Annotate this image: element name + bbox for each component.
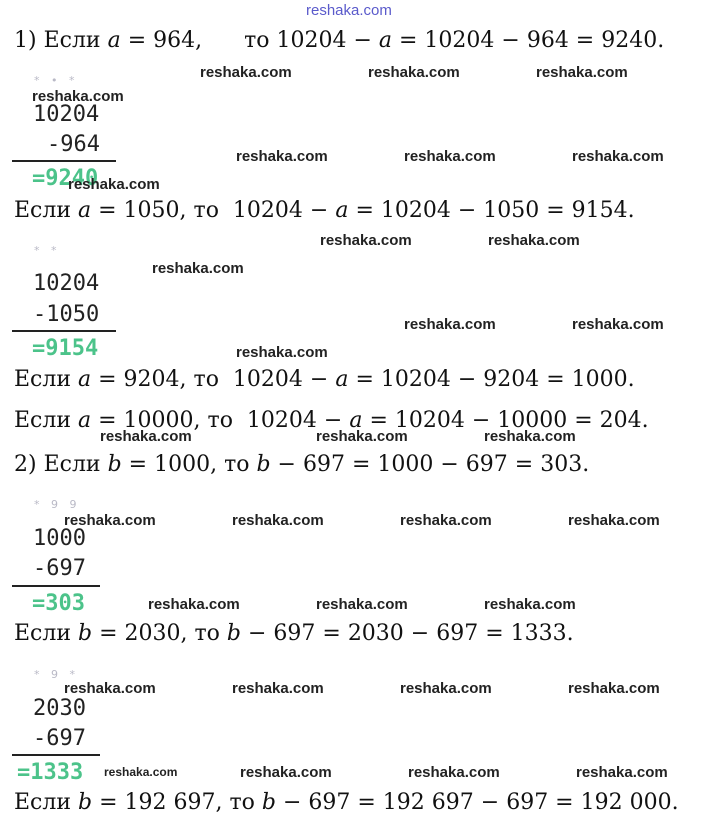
column-result: =9154 bbox=[32, 336, 99, 361]
carry-marks: * 9 9 bbox=[34, 498, 81, 511]
watermark: reshaka.com bbox=[100, 428, 192, 445]
line-3: Если 𝑎 = 9204, то 10204 − 𝑎 = 10204 − 9204 = 1000. bbox=[14, 367, 635, 392]
column-top-number: 10204 bbox=[33, 271, 100, 296]
watermark: reshaka.com bbox=[488, 232, 580, 249]
watermark: reshaka.com bbox=[64, 512, 156, 529]
column-rule bbox=[12, 160, 116, 162]
watermark: reshaka.com bbox=[400, 680, 492, 697]
watermark: reshaka.com bbox=[320, 232, 412, 249]
watermark: reshaka.com bbox=[240, 764, 332, 781]
watermark: reshaka.com bbox=[236, 344, 328, 361]
watermark: reshaka.com bbox=[576, 764, 668, 781]
watermark: reshaka.com bbox=[536, 64, 628, 81]
column-subtrahend: -964 bbox=[47, 132, 100, 157]
watermark: reshaka.com bbox=[404, 316, 496, 333]
column-result: =1333 bbox=[17, 760, 84, 785]
column-top-number: 10204 bbox=[33, 102, 100, 127]
column-result: =303 bbox=[32, 591, 85, 616]
column-rule bbox=[12, 330, 116, 332]
watermark: reshaka.com bbox=[64, 680, 156, 697]
column-subtrahend: -697 bbox=[33, 726, 86, 751]
column-top-number: 1000 bbox=[33, 526, 86, 551]
watermark: reshaka.com bbox=[316, 596, 408, 613]
line-4: Если 𝑎 = 10000, то 10204 − 𝑎 = 10204 − 10000 = 204. bbox=[14, 408, 649, 433]
header-watermark: reshaka.com bbox=[306, 2, 392, 19]
watermark: reshaka.com bbox=[232, 512, 324, 529]
line-2: Если 𝑎 = 1050, то 10204 − 𝑎 = 10204 − 1050 = 9154. bbox=[14, 198, 635, 223]
line-7: Если 𝑏 = 192 697, то 𝑏 − 697 = 192 697 − 697 = 192 000. bbox=[14, 790, 679, 815]
carry-marks: * 9 * bbox=[34, 668, 79, 681]
watermark: reshaka.com bbox=[568, 512, 660, 529]
watermark: reshaka.com bbox=[404, 148, 496, 165]
watermark: reshaka.com bbox=[104, 765, 178, 779]
watermark: reshaka.com bbox=[572, 316, 664, 333]
column-result: =9240 bbox=[32, 166, 99, 191]
watermark: reshaka.com bbox=[572, 148, 664, 165]
watermark: reshaka.com bbox=[484, 596, 576, 613]
watermark: reshaka.com bbox=[148, 596, 240, 613]
line-1: 1) Если 𝑎 = 964, то 10204 − 𝑎 = 10204 − 964 = 9240. bbox=[14, 28, 665, 53]
column-subtrahend: -697 bbox=[33, 556, 86, 581]
watermark: reshaka.com bbox=[316, 428, 408, 445]
column-rule bbox=[12, 754, 100, 756]
watermark: reshaka.com bbox=[232, 680, 324, 697]
watermark: reshaka.com bbox=[368, 64, 460, 81]
line-6: Если 𝑏 = 2030, то 𝑏 − 697 = 2030 − 697 = 1333. bbox=[14, 621, 574, 646]
watermark: reshaka.com bbox=[68, 176, 160, 193]
column-subtrahend: -1050 bbox=[33, 302, 100, 327]
watermark: reshaka.com bbox=[408, 764, 500, 781]
watermark: reshaka.com bbox=[484, 428, 576, 445]
column-top-number: 2030 bbox=[33, 696, 86, 721]
watermark: reshaka.com bbox=[32, 88, 124, 105]
watermark: reshaka.com bbox=[568, 680, 660, 697]
line-5: 2) Если 𝑏 = 1000, то 𝑏 − 697 = 1000 − 697 = 303. bbox=[14, 452, 590, 477]
carry-marks: * * bbox=[34, 244, 61, 257]
watermark: reshaka.com bbox=[236, 148, 328, 165]
column-rule bbox=[12, 585, 100, 587]
watermark: reshaka.com bbox=[400, 512, 492, 529]
carry-marks: * • * bbox=[34, 74, 79, 87]
watermark: reshaka.com bbox=[200, 64, 292, 81]
watermark: reshaka.com bbox=[152, 260, 244, 277]
